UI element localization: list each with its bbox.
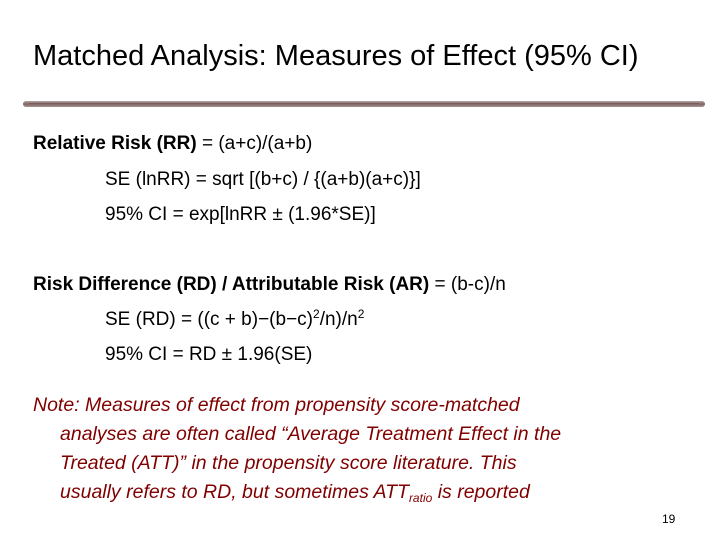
rr-heading: Relative Risk (RR) <box>33 133 197 154</box>
note-line-1: Note: Measures of effect from propensity score-matched <box>33 394 520 416</box>
note-line-4-part1: usually refers to RD, but sometimes ATT <box>60 481 409 503</box>
rr-se-formula: SE (lnRR) = sqrt [(b+c) / {(a+b)(a+c)}] <box>105 169 421 190</box>
rd-formula: = (b-c)/n <box>429 274 506 295</box>
note-paragraph <box>33 391 693 507</box>
note-subscript-ratio: ratio <box>408 491 433 505</box>
title-divider <box>23 101 705 107</box>
slide-title: Matched Analysis: Measures of Effect (95% CI) <box>33 40 639 72</box>
rd-ci-formula: 95% CI = RD ± 1.96(SE) <box>105 344 313 365</box>
rd-se-exponent-1: 2 <box>313 307 320 321</box>
rd-heading-line <box>33 272 506 298</box>
rd-se-part2: /n)/n <box>319 309 358 330</box>
rd-se-exponent-2: 2 <box>357 307 365 321</box>
note-line-2: analyses are often called “Average Treatment Effect in the <box>60 423 562 445</box>
note-line-3: Treated (ATT)” in the propensity score literature. This <box>60 452 517 474</box>
rr-formula: = (a+c)/(a+b) <box>196 133 313 154</box>
rr-ci-formula: 95% CI = exp[lnRR ± (1.96*SE)] <box>105 204 376 225</box>
rr-heading-line <box>33 131 312 157</box>
note-line-4-part2: is reported <box>432 481 530 503</box>
rd-se-part1: SE (RD) = ((c + b)−(b−c) <box>105 309 313 330</box>
rd-se-formula <box>105 307 364 333</box>
note-line-4 <box>33 478 693 507</box>
rd-heading: Risk Difference (RD) / Attributable Risk (AR) <box>33 274 430 295</box>
page-number: 19 <box>662 512 676 526</box>
